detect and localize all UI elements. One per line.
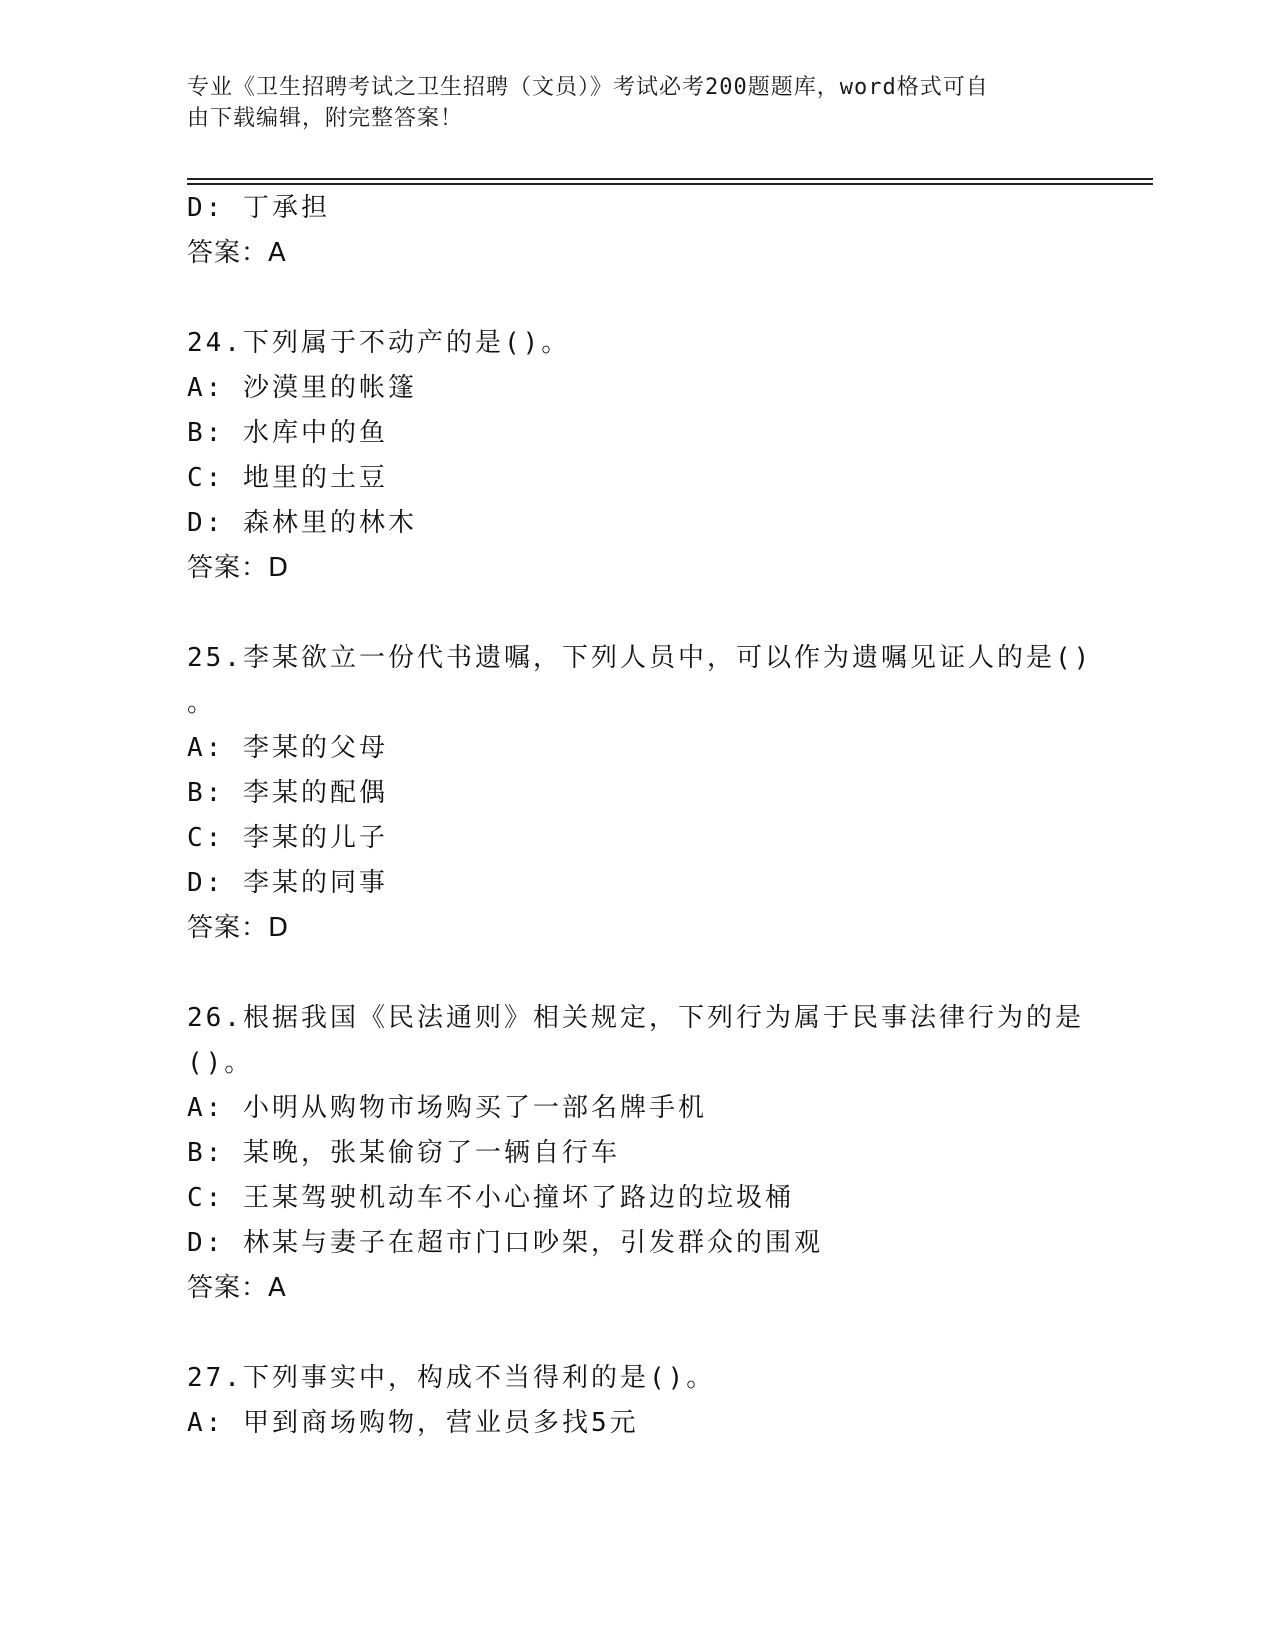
q24-option-b: B: 水库中的鱼: [187, 418, 388, 448]
q24-answer: 答案：D: [187, 553, 290, 583]
q26-stem-line-2: ()。: [187, 1048, 254, 1078]
q25-answer: 答案：D: [187, 913, 290, 943]
prev-answer: 答案：A: [187, 238, 287, 268]
q24-stem: 24.下列属于不动产的是()。: [187, 328, 571, 358]
q24-option-c: C: 地里的土豆: [187, 463, 388, 493]
header-line-1: 专业《卫生招聘考试之卫生招聘（文员）》考试必考200题题库，word格式可自: [187, 75, 989, 100]
q25-stem-line-2: 。: [187, 688, 217, 718]
q26-stem-line-1: 26.根据我国《民法通则》相关规定，下列行为属于民事法律行为的是: [187, 1003, 1084, 1033]
q26-option-b: B: 某晚，张某偷窃了一辆自行车: [187, 1138, 620, 1168]
prev-option-d: D: 丁承担: [187, 193, 330, 223]
q26-option-a: A: 小明从购物市场购买了一部名牌手机: [187, 1093, 707, 1123]
q27-stem: 27.下列事实中，构成不当得利的是()。: [187, 1363, 716, 1393]
q25-option-b: B: 李某的配偶: [187, 778, 388, 808]
q26-option-c: C: 王某驾驶机动车不小心撞坏了路边的垃圾桶: [187, 1183, 794, 1213]
q24-option-d: D: 森林里的林木: [187, 508, 417, 538]
q26-answer: 答案：A: [187, 1273, 287, 1303]
q26-option-d: D: 林某与妻子在超市门口吵架，引发群众的围观: [187, 1228, 823, 1258]
q25-stem-line-1: 25.李某欲立一份代书遗嘱，下列人员中，可以作为遗嘱见证人的是(): [187, 643, 1093, 673]
q24-option-a: A: 沙漠里的帐篷: [187, 373, 417, 403]
q25-option-c: C: 李某的儿子: [187, 823, 388, 853]
q27-option-a: A: 甲到商场购物，营业员多找5元: [187, 1408, 639, 1438]
q25-option-a: A: 李某的父母: [187, 733, 388, 763]
page-header: [187, 72, 1067, 134]
header-divider-bottom: [187, 183, 1153, 185]
header-line-2: 由下载编辑，附完整答案！: [187, 106, 464, 131]
q25-option-d: D: 李某的同事: [187, 868, 388, 898]
header-divider-top: [187, 178, 1153, 180]
